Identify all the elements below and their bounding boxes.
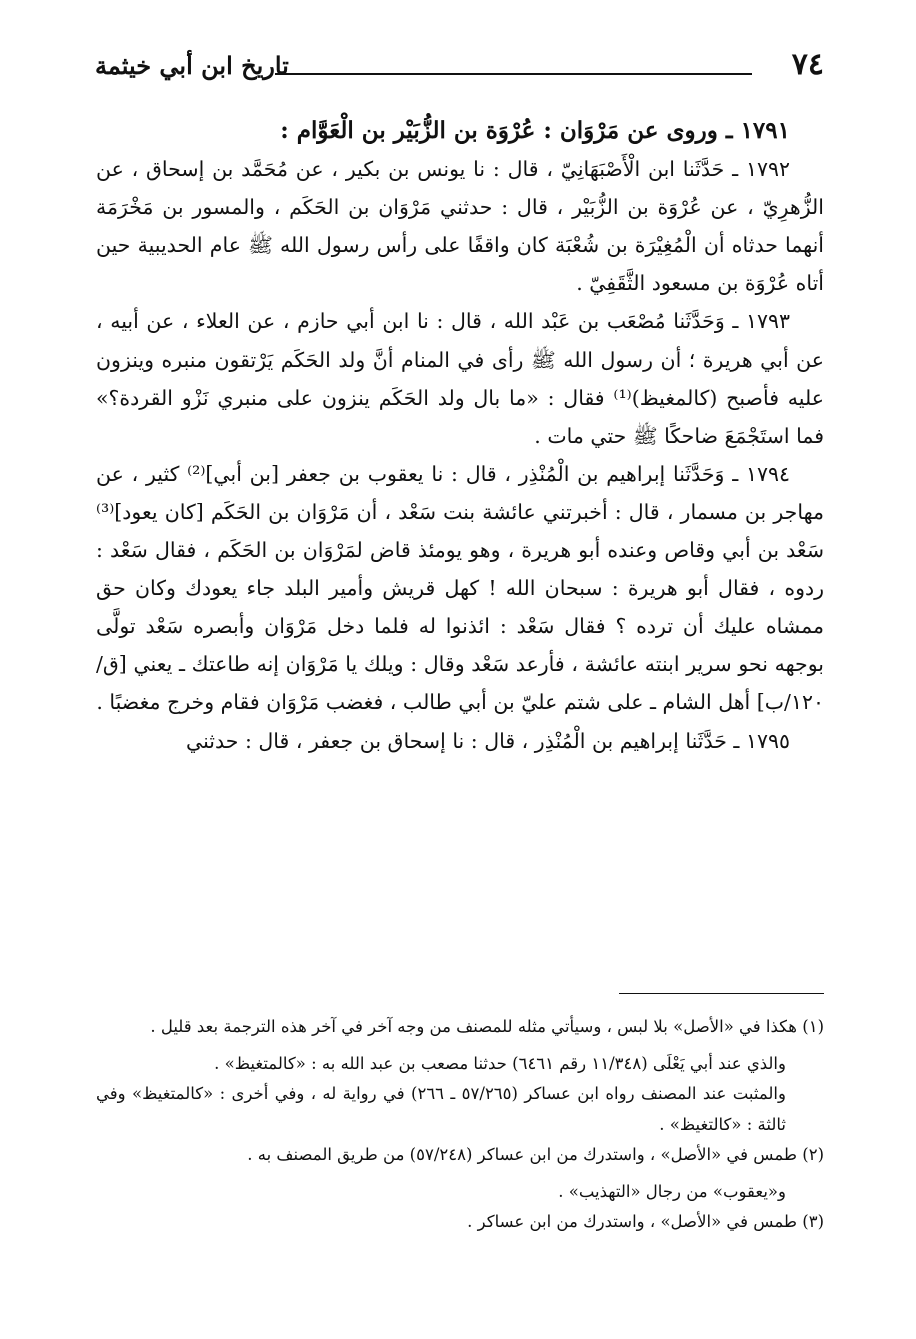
footnote-1: (١) هكذا في «الأصل» بلا لبس ، وسيأتي مثله للمصنف من وجه آخر في آخر هذه الترجمة بعد قليل . [150,1017,824,1036]
page-number: ٧٤ [791,47,824,82]
main-text [96,112,824,760]
footnote-1-continuation: والمثبت عند المصنف رواه ابن عساكر (٥٧/٢٦٥ ـ ٢٦٦) في رواية له ، وفي أخرى : «كالمتغيظ» وفي ثالثة : «كالتغيظ» . [96,1084,786,1134]
footnotes [96,1012,824,1244]
paragraph-1793: ١٧٩٣ ـ وَحَدَّثَنا مُصْعَب بن عَبْد الله ، قال : نا ابن أبي حازم ، عن العلاء ، عن أبيه ، عن أبي هريرة ؛ أن رسول الله ﷺ رأى في المنام أنَّ ولد الحَكَم يَرْتقون منبره وينزون عليه فأصبح (كالمغيظ)⁽¹⁾ فقال : «ما بال ولد الحَكَم ينزون على منبري نَزْو القردة؟» فما استَجْمَعَ ضاحكًا ﷺ حتي مات . [96,309,824,448]
page-header [95,45,824,95]
paragraph-1795: ١٧٩٥ ـ حَدَّثَنا إبراهيم بن الْمُنْذِر ، قال : نا إسحاق بن جعفر ، قال : حدثني [186,728,790,753]
paragraph-1792: ١٧٩٢ ـ حَدَّثَنا ابن الْأَصْبَهَانِيّ ، قال : نا يونس بن بكير ، عن مُحَمَّد بن إسحاق ، عن الزُّهرِيّ ، عن عُرْوَة بن الزُّبَيْر ، قال : حدثني مَرْوَان بن الحَكَم ، والمسور بن مَخْرَمَة أنهما حدثاه أن الْمُغِيْرَة بن شُعْبَة كان واقفًا على رأس رسول الله ﷺ عام الحديبية حين أتاه عُرْوَة بن مسعود الثَّقَفِيّ . [96,157,824,296]
footnote-2: (٢) طمس في «الأصل» ، واستدرك من ابن عساكر (٥٧/٢٤٨) من طريق المصنف به . [247,1145,824,1164]
footnote-2-continuation: و«يعقوب» من رجال «التهذيب» . [558,1181,786,1201]
header-rule [275,73,752,75]
footnote-1-continuation: والذي عند أبي يَعْلَى (١١/٣٤٨ رقم ٦٤٦١) حدثنا مصعب بن عبد الله به : «كالمتغيظ» . [214,1053,786,1073]
footnote-divider [619,993,824,994]
section-heading: ١٧٩١ ـ وروى عن مَرْوَان : عُرْوَة بن الزُّبَيْر بن الْعَوَّام : [280,117,790,144]
book-title: تاريخ ابن أبي خيثمة [95,51,289,80]
paragraph-1794: ١٧٩٤ ـ وَحَدَّثَنا إبراهيم بن الْمُنْذِر ، قال : نا يعقوب بن جعفر [بن أبي]⁽²⁾ كثير ، عن مهاجر بن مسمار ، قال : أخبرتني عائشة بنت سَعْد ، أن مَرْوَان بن الحَكَم [كان يعود]⁽³⁾ سَعْد بن أبي وقاص وعنده أبو هريرة ، وهو يومئذ قاض لمَرْوَان بن الحَكَم ، فقال سَعْد : ردوه ، فقال أبو هريرة : سبحان الله ! كهل قريش وأمير البلد جاء يعودك وكان حق ممشاه عليك أن ترده ؟ فقال سَعْد : ائذنوا له فلما دخل مَرْوَان وأبصره سَعْد تولَّى بوجهه نحو سرير ابنته عائشة ، فأرعد سَعْد وقال : ويلك يا مَرْوَان إنه طاعتك ـ يعني [ق/١٢٠/ب] أهل الشام ـ على شتم عليّ بن أبي طالب ، فغضب مَرْوَان فقام وخرج مغضبًا . [96,461,824,715]
footnote-3: (٣) طمس في «الأصل» ، واستدرك من ابن عساكر . [467,1212,824,1231]
